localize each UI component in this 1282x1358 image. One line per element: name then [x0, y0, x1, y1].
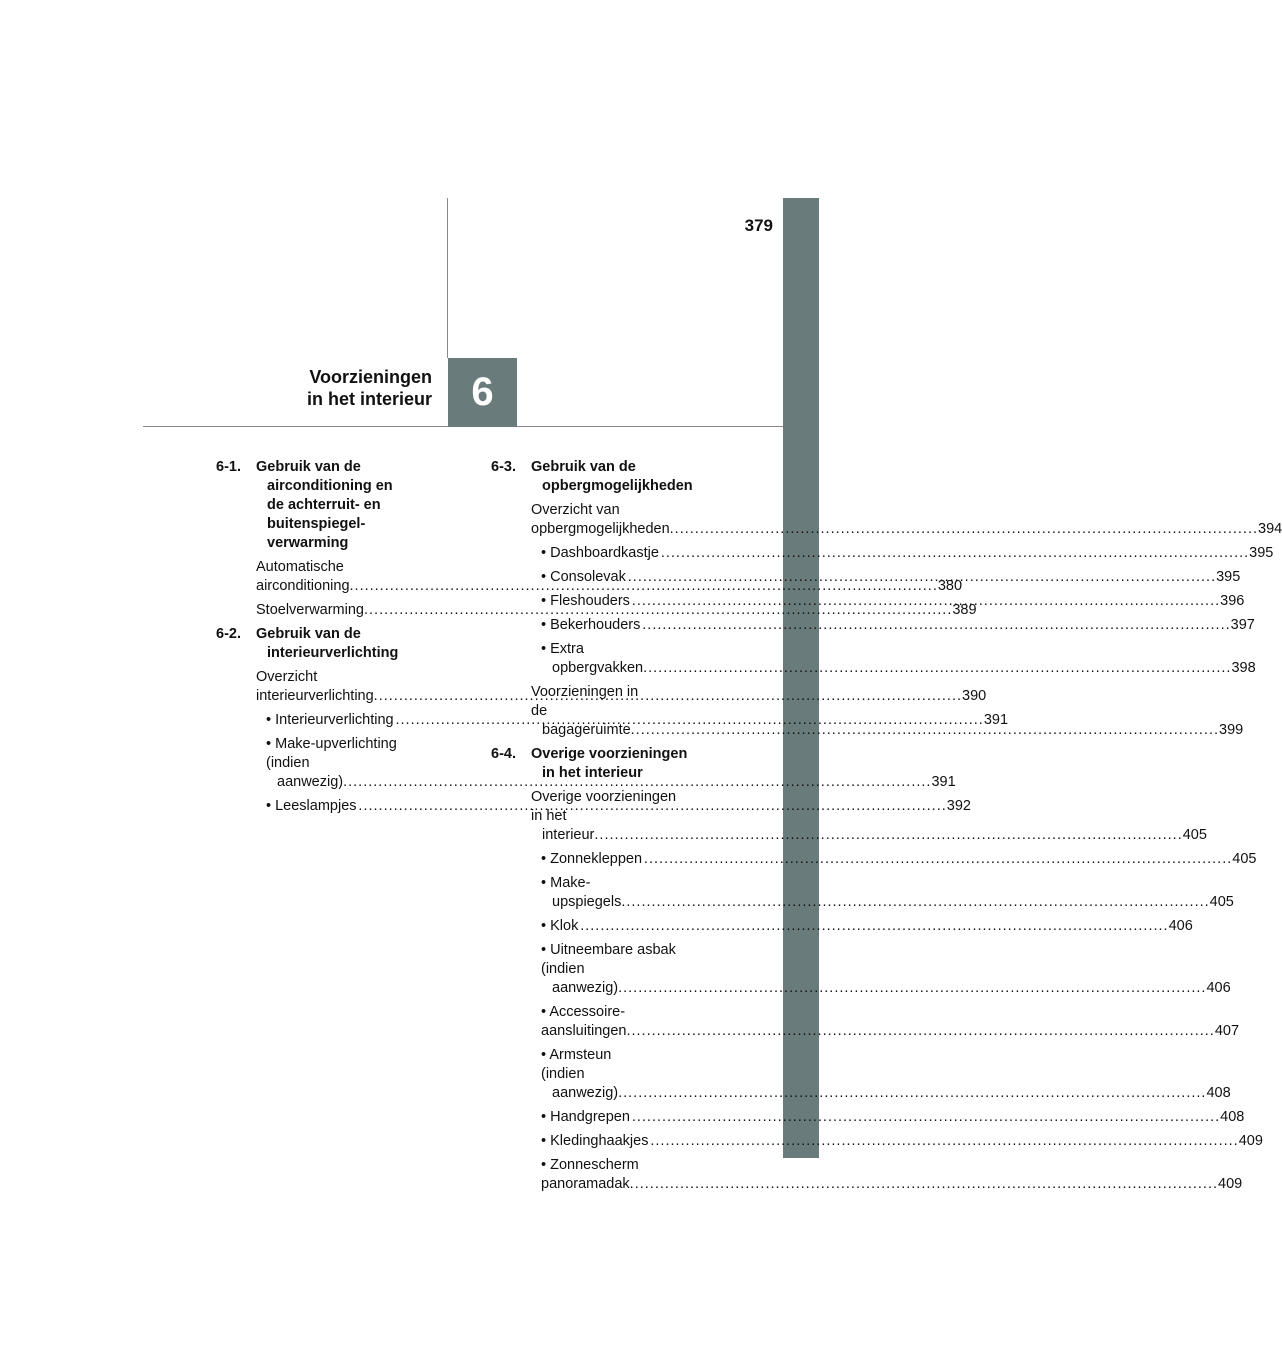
chapter-number-box: 6	[448, 358, 517, 427]
vertical-divider	[447, 198, 448, 358]
toc-page-number: 391	[931, 774, 956, 790]
toc-entry[interactable]: Stoelverwarming ..... 389	[256, 601, 466, 620]
toc-entry[interactable]: • Armsteun (indien aanwezig) ..... 408	[541, 1046, 741, 1103]
toc-entry[interactable]: • Klok ..... 406	[541, 917, 741, 936]
toc-entry[interactable]: • Make-upspiegels ..... 405	[541, 874, 741, 912]
toc-entry[interactable]: • Bekerhouders ..... 397	[541, 616, 741, 635]
toc-page-number: 390	[962, 688, 987, 704]
toc-entry[interactable]: • Uitneembare asbak (indien aanwezig) ..... 406	[541, 941, 741, 998]
page-number: 379	[744, 216, 773, 235]
toc-entry[interactable]: • Consolevak ..... 395	[541, 568, 741, 587]
toc-page-number: 392	[946, 798, 971, 814]
toc-page-number: 398	[1231, 660, 1256, 676]
toc-page-number: 405	[1209, 894, 1234, 910]
toc-entry[interactable]: Automatische airconditioning ..... 380	[256, 558, 466, 596]
toc-page-number: 396	[1220, 593, 1245, 609]
toc-entry[interactable]: • Accessoire- aansluitingen ..... 407	[541, 1003, 741, 1041]
toc-page-number: 405	[1232, 851, 1257, 867]
toc-section-heading[interactable]: 6-1. Gebruik van de airconditioning en de achterruit- en buitenspiegel- verwarming	[216, 459, 393, 551]
toc-entry[interactable]: • Zonnekleppen ..... 405	[541, 850, 741, 869]
toc-page-number: 408	[1220, 1109, 1245, 1125]
toc-entry[interactable]: Voorzieningen in de bagageruimte ..... 399	[531, 683, 741, 740]
toc-page-number: 389	[952, 602, 977, 618]
toc-page-number: 405	[1182, 827, 1207, 843]
toc-entry[interactable]: • Leeslampjes ..... 392	[266, 797, 466, 816]
toc-entry[interactable]: Overige voorzieningen in het interieur ..... 405	[531, 788, 741, 845]
toc-entry[interactable]: • Fleshouders ..... 396	[541, 592, 741, 611]
section-number: 6-1.	[216, 459, 241, 475]
toc-page-number: 394	[1258, 521, 1282, 537]
toc-page-number: 397	[1230, 617, 1255, 633]
section-number: 6-4.	[491, 746, 516, 762]
toc-entry[interactable]: • Zonnescherm panoramadak ..... 409	[541, 1156, 741, 1194]
chapter-title-line: in het interieur	[306, 389, 432, 409]
toc-page-number: 409	[1218, 1176, 1243, 1192]
toc-section-heading[interactable]: 6-2. Gebruik van de interieurverlichting	[216, 626, 399, 661]
chapter-title	[250, 366, 432, 410]
toc-entry[interactable]: • Dashboardkastje ..... 395	[541, 544, 741, 563]
toc-page-number: 380	[937, 578, 963, 594]
toc-entry[interactable]: • Extra opbergvakken ..... 398	[541, 640, 741, 678]
toc-entry[interactable]: Overzicht van opbergmogelijkheden ..... 394	[531, 501, 741, 539]
toc-page-number: 409	[1238, 1133, 1263, 1149]
toc-entry[interactable]: • Interieurverlichting ..... 391	[266, 711, 466, 730]
toc-page-number: 399	[1219, 722, 1244, 738]
toc-entry[interactable]: • Handgrepen ..... 408	[541, 1108, 741, 1127]
toc-page-number: 406	[1206, 980, 1231, 996]
toc-page-number: 391	[983, 712, 1009, 728]
toc-page-number: 408	[1206, 1085, 1231, 1101]
section-number: 6-2.	[216, 626, 241, 642]
toc-entry[interactable]: Overzicht interieurverlichting ..... 390	[256, 668, 466, 706]
toc-page-number: 395	[1249, 545, 1274, 561]
toc-page-number: 395	[1216, 569, 1241, 585]
toc-page-number: 406	[1168, 918, 1193, 934]
chapter-title-line: Voorzieningen	[309, 367, 432, 387]
toc-section-heading[interactable]: 6-4. Overige voorzieningen in het interieur	[491, 746, 688, 781]
toc-page-number: 407	[1214, 1023, 1240, 1039]
toc-entry[interactable]: • Make-upverlichting (indien aanwezig) ..... 391	[266, 735, 466, 792]
toc-entry[interactable]: • Kledinghaakjes ..... 409	[541, 1132, 741, 1151]
section-number: 6-3.	[491, 459, 516, 475]
toc-section-heading[interactable]: 6-3. Gebruik van de opbergmogelijkheden	[491, 459, 693, 494]
